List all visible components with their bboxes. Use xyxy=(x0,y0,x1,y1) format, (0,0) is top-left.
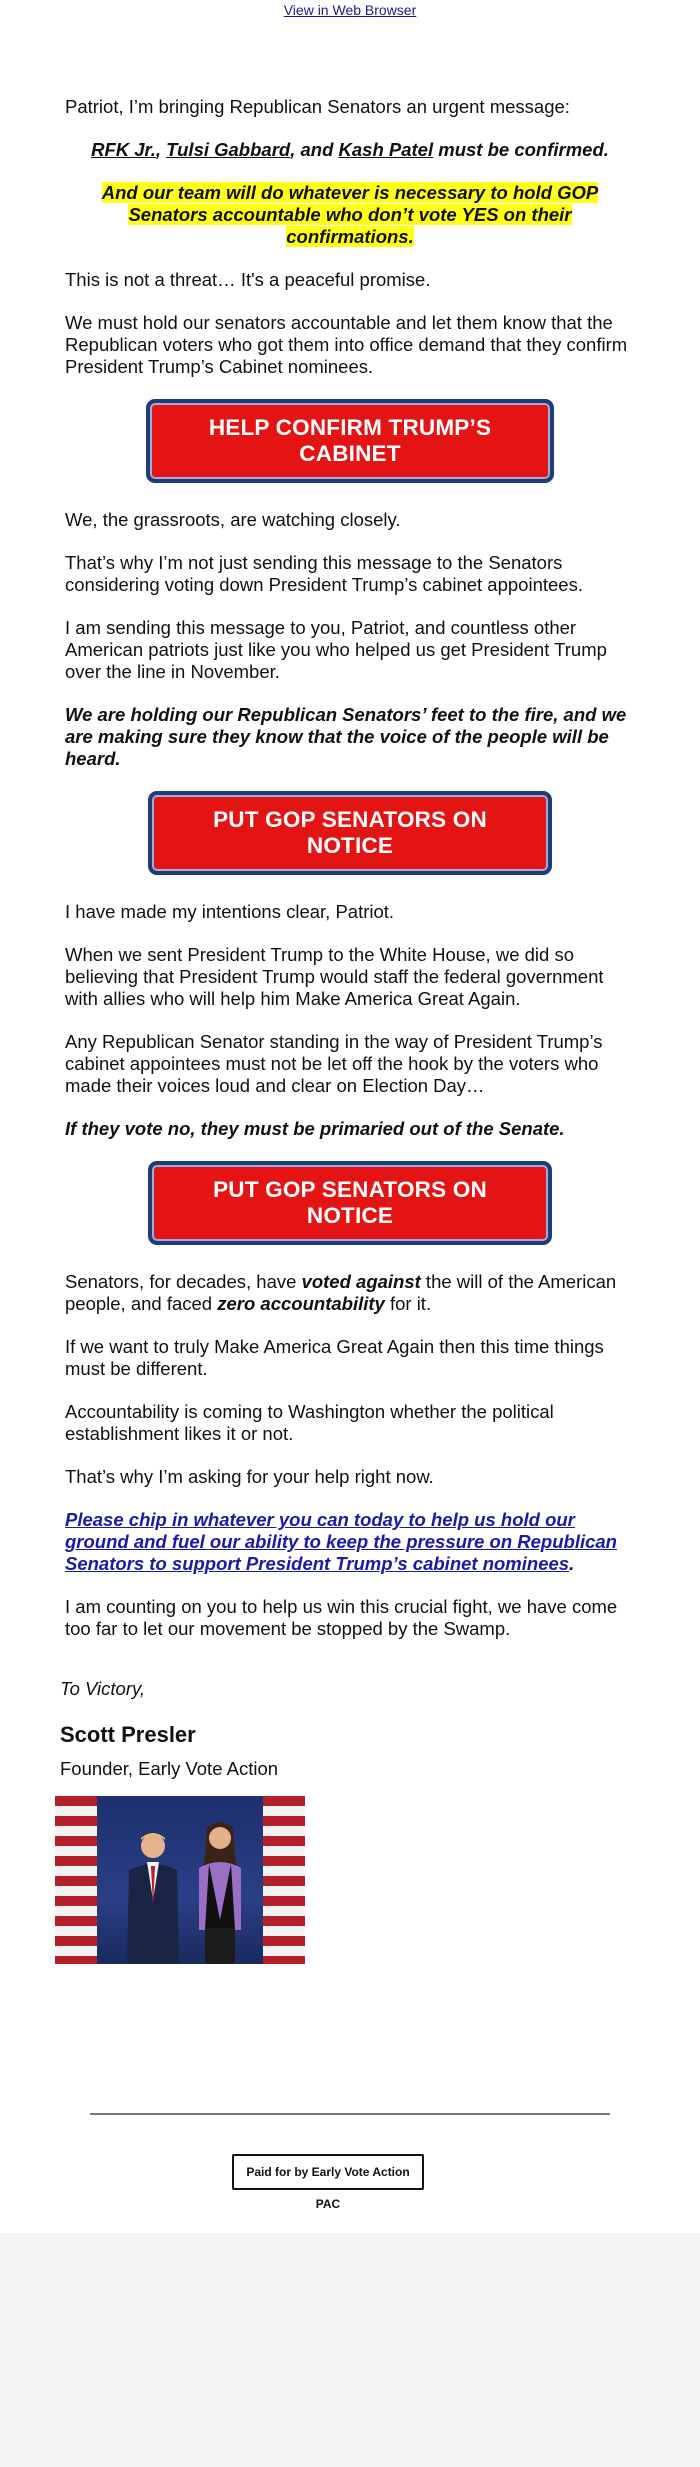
any-senator-paragraph: Any Republican Senator standing in the way of President Trump’s cabinet appointees must not be let off the hook by the voters who made their voices loud and clear on Election Day… xyxy=(65,1031,603,1096)
chip-in-link[interactable]: Please chip in whatever you can today to help us hold our ground and fuel our ability to keep the pressure on Republican Senators to support President Trump’s cabinet nominees xyxy=(65,1509,617,1574)
nominee-gabbard: Tulsi Gabbard xyxy=(166,139,291,160)
greeting-text: Patriot, I’m bringing Republican Senators an urgent message: xyxy=(65,96,570,117)
highlight-paragraph xyxy=(65,182,635,248)
chip-in-period: . xyxy=(569,1553,575,1574)
nominee-rfk: RFK Jr. xyxy=(91,139,156,160)
zero-accountability-emphasis: zero accountability xyxy=(217,1293,385,1314)
put-senators-on-notice-button-2[interactable]: PUT GOP SENATORS ON NOTICE xyxy=(148,1161,552,1245)
decades-text: Senators, for decades, have xyxy=(65,1271,302,1292)
signer-photo xyxy=(55,1796,305,1964)
threat-paragraph: This is not a threat… It's a peaceful promise. xyxy=(65,269,431,290)
accountable-paragraph: We must hold our senators accountable and let them know that the Republican voters who got them into office demand that they confirm President Trump’s Cabinet nominees. xyxy=(65,312,628,377)
feet-to-fire-paragraph: We are holding our Republican Senators’ feet to the fire, and we are making sure they know that the voice of the people will be heard. xyxy=(65,704,627,769)
coming-paragraph: Accountability is coming to Washington whether the political establishment likes it or not. xyxy=(65,1401,554,1444)
counting-paragraph: I am counting on you to help us win this crucial fight, we have come too far to let our movement be stopped by the Swamp. xyxy=(65,1596,618,1639)
primaried-paragraph: If they vote no, they must be primaried out of the Senate. xyxy=(65,1118,565,1139)
signer-title: Founder, Early Vote Action xyxy=(60,1758,279,1779)
nominee-patel: Kash Patel xyxy=(338,139,434,160)
decades-text: for it. xyxy=(384,1293,432,1314)
message-content xyxy=(0,62,700,1640)
cta-wrap xyxy=(65,791,635,875)
not-just-paragraph: That’s why I’m not just sending this message to the Senators considering voting down President Trump’s cabinet appointees. xyxy=(65,552,583,595)
footer-divider xyxy=(90,2113,610,2115)
cta-wrap xyxy=(65,1161,635,1245)
sending-paragraph: I am sending this message to you, Patriot, and countless other American patriots just like you who helped us get President Trump over the line in November. xyxy=(65,617,607,682)
nominees-line xyxy=(65,139,635,161)
voted-against-emphasis: voted against xyxy=(301,1271,421,1292)
nominee-separator: , and xyxy=(290,139,339,160)
flag-left-graphic xyxy=(55,1796,97,1964)
top-bar xyxy=(0,0,700,62)
signature-block xyxy=(0,1678,700,1964)
chip-in-paragraph xyxy=(65,1509,635,1575)
closing-text: To Victory, xyxy=(60,1678,146,1699)
nominee-tail: must be confirmed. xyxy=(433,139,609,160)
white-house-paragraph: When we sent President Trump to the White House, we did so believing that President Trump would staff the federal government with allies who will help him Make America Great Again. xyxy=(65,944,604,1009)
decades-paragraph xyxy=(65,1271,635,1315)
view-in-browser-link[interactable]: View in Web Browser xyxy=(283,2,417,18)
put-senators-on-notice-button[interactable]: PUT GOP SENATORS ON NOTICE xyxy=(148,791,552,875)
nominee-separator: , xyxy=(155,139,167,160)
signer-name: Scott Presler xyxy=(60,1722,196,1747)
different-paragraph: If we want to truly Make America Great Again then this time things must be different. xyxy=(65,1336,604,1379)
decades-text: the will of the American people, and faced xyxy=(65,1271,617,1314)
highlighted-text: And our team will do whatever is necessary to hold GOP Senators accountable who don’t vote YES on their confirmations. xyxy=(101,182,599,247)
intentions-paragraph: I have made my intentions clear, Patriot. xyxy=(65,901,395,922)
person-vest-graphic xyxy=(195,1820,245,1964)
grassroots-paragraph: We, the grassroots, are watching closely. xyxy=(65,509,401,530)
help-confirm-cabinet-button[interactable]: HELP CONFIRM TRUMP’S CABINET xyxy=(146,399,554,483)
asking-paragraph: That’s why I’m asking for your help right now. xyxy=(65,1466,434,1487)
person-suit-graphic xyxy=(125,1830,181,1964)
flag-right-graphic xyxy=(263,1796,305,1964)
cta-wrap xyxy=(65,399,635,483)
paid-for-disclaimer: Paid for by Early Vote Action PAC xyxy=(232,2154,424,2190)
